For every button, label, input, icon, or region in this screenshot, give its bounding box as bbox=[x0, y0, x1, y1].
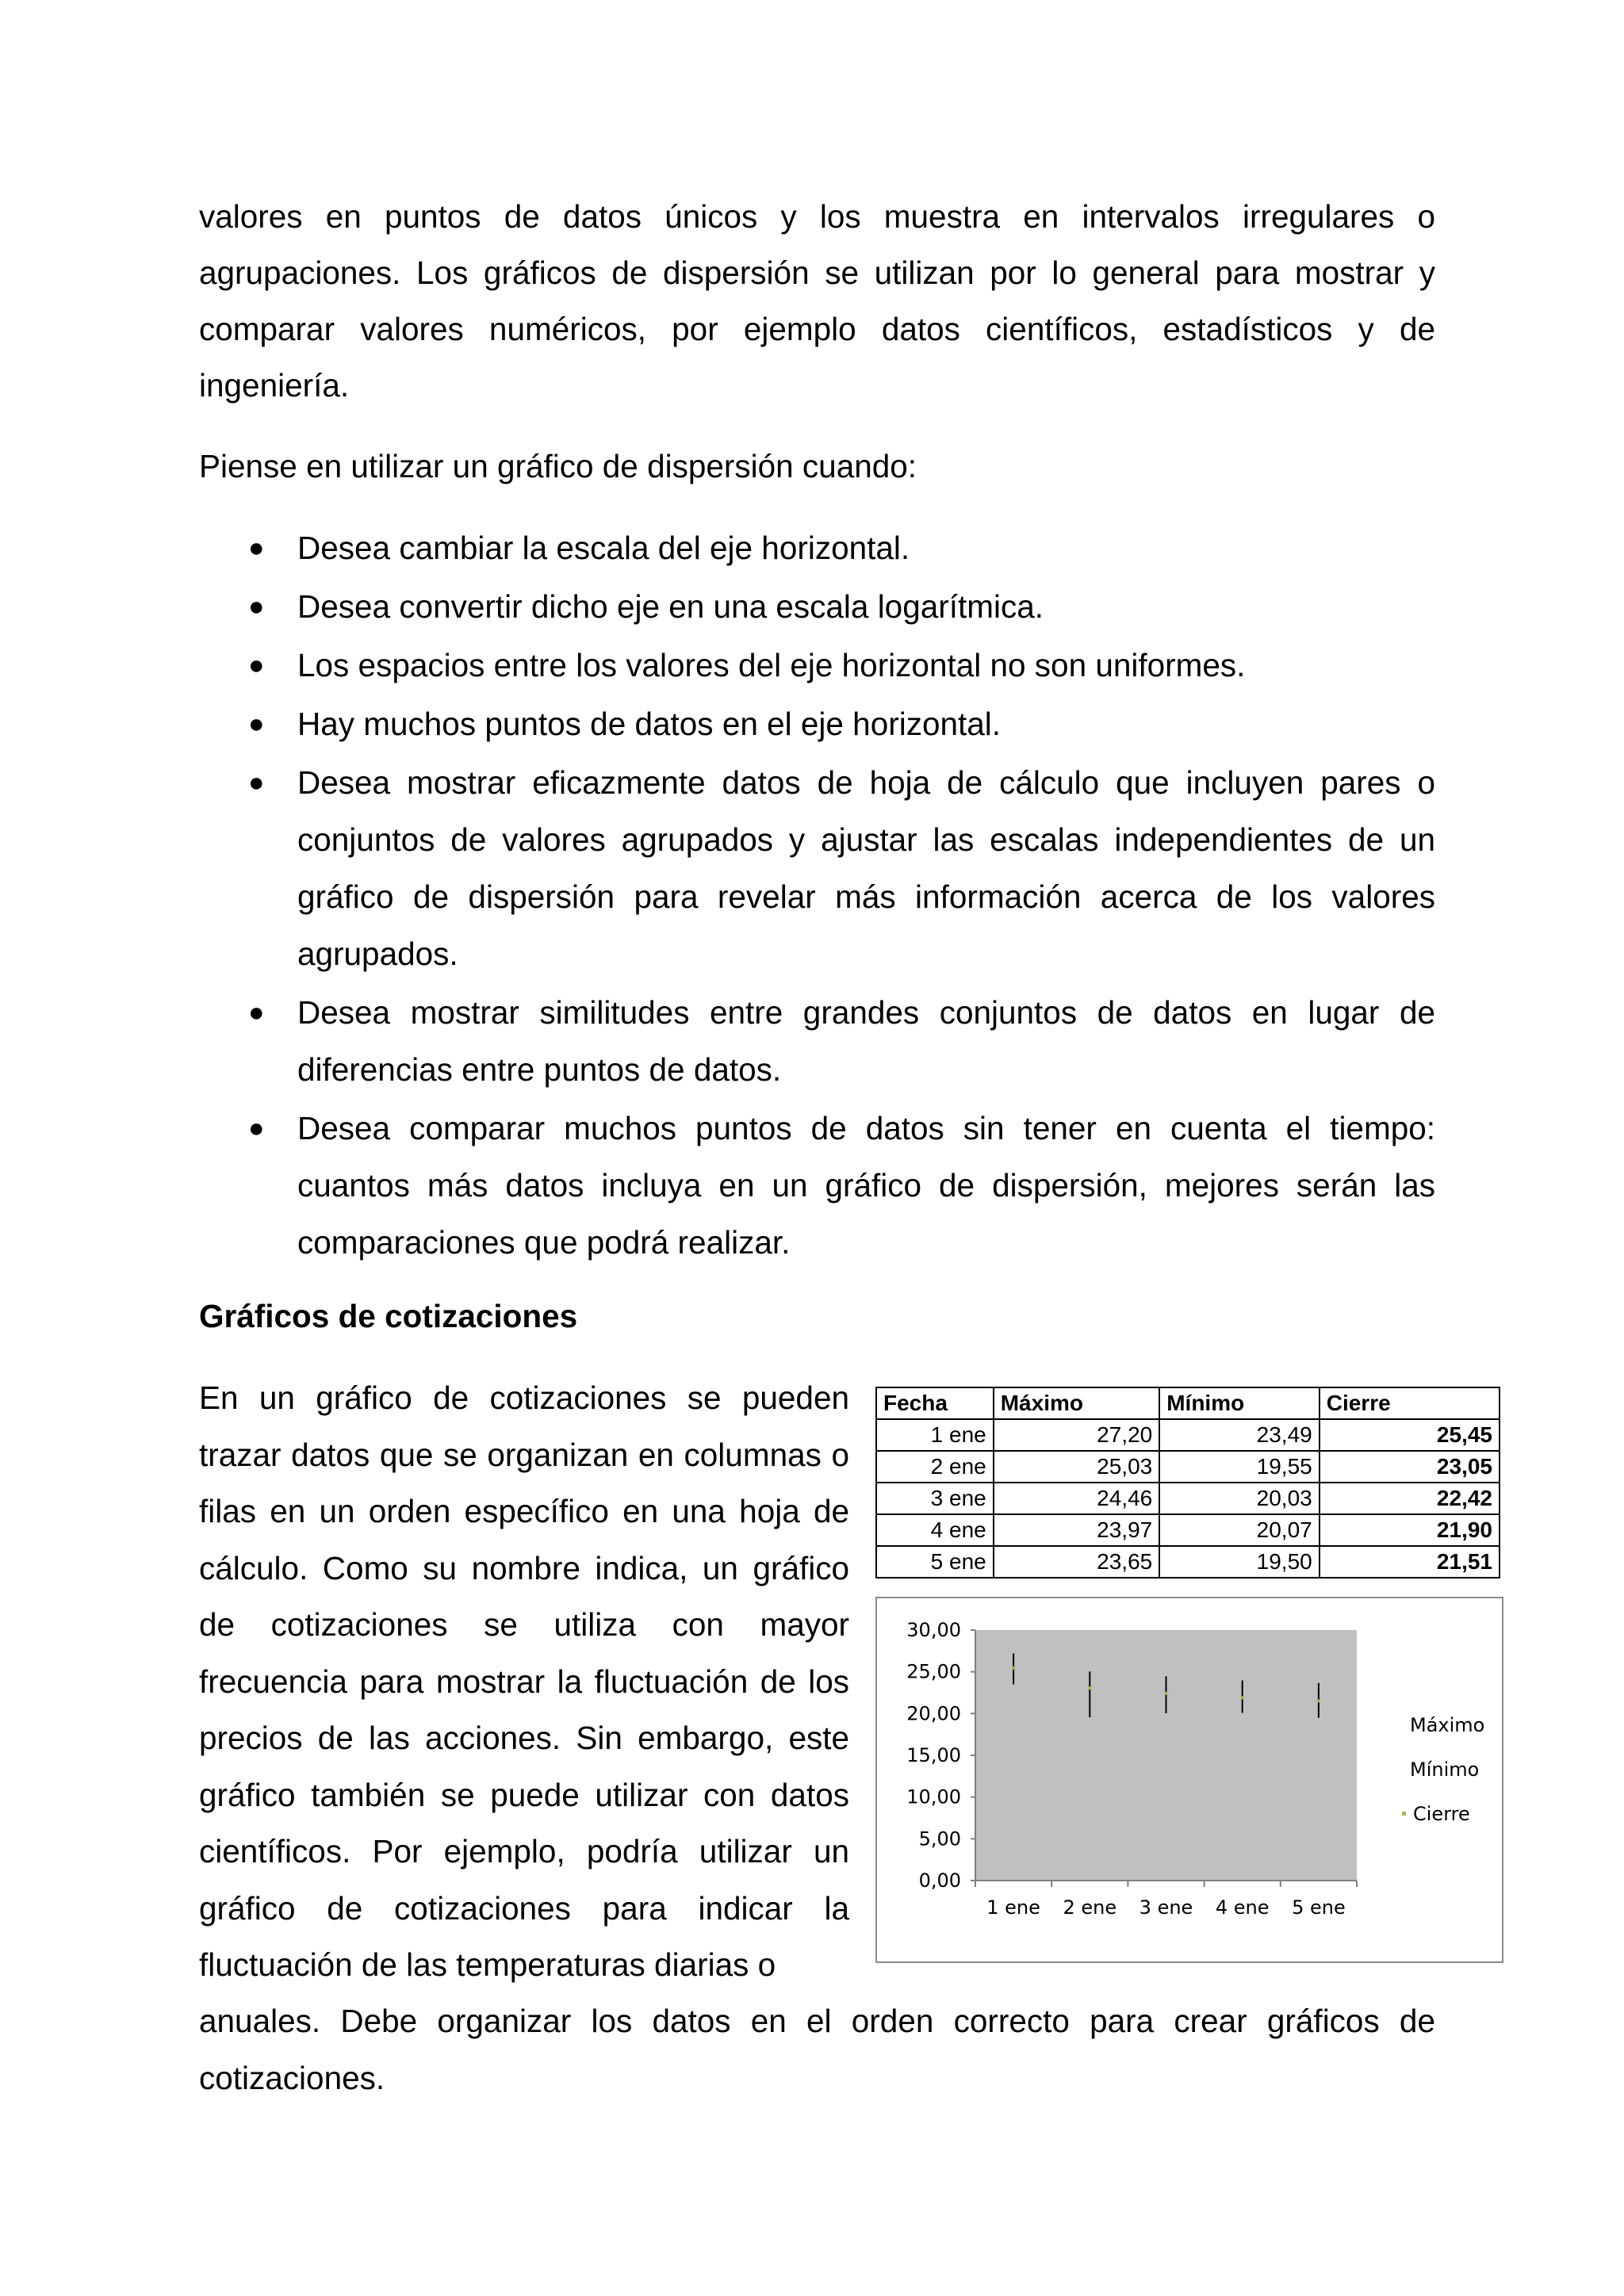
table-cell: 19,50 bbox=[1159, 1546, 1320, 1578]
y-tick-label: 15,00 bbox=[906, 1744, 961, 1766]
bullet-item: ● Hay muchos puntos de datos en el eje horizontal. bbox=[199, 695, 1435, 752]
quotes-table bbox=[875, 1387, 1500, 1578]
table-cell: 23,05 bbox=[1320, 1451, 1500, 1483]
section-paragraph-end: anuales. Debe organizar los datos en el orden correcto para crear gráficos de cotizaciones. bbox=[199, 2003, 1435, 2096]
stock-chart bbox=[875, 1597, 1503, 1963]
stock-chart-svg bbox=[877, 1598, 1502, 1961]
table-row bbox=[876, 1483, 1500, 1514]
x-tick-label: 5 ene bbox=[1292, 1896, 1346, 1919]
bullet-icon: ● bbox=[248, 650, 265, 680]
x-tick-label: 2 ene bbox=[1063, 1896, 1117, 1919]
table-header: Cierre bbox=[1320, 1387, 1500, 1419]
bullet-icon: ● bbox=[248, 591, 265, 622]
section-heading: Gráficos de cotizaciones bbox=[199, 1298, 578, 1334]
bullet-icon: ● bbox=[248, 533, 265, 563]
x-tick-label: 1 ene bbox=[986, 1896, 1040, 1919]
table-cell: 20,03 bbox=[1159, 1483, 1320, 1514]
section-paragraph: En un gráfico de cotizaciones se pueden trazar datos que se organizan en columnas o filas en un orden específico en una hoja de cálculo. Como su nombre indica, un gráfico de cotizaciones se utiliza con mayor frecuencia para mostrar la fluctuación de los precios de las acciones. Sin embargo, este gráfico también se puede utilizar con datos científicos. Por ejemplo, podría utilizar un gráfico de cotizaciones para indicar la fluctuación de las temperaturas diarias o bbox=[199, 1380, 849, 1983]
table-header-row bbox=[876, 1387, 1500, 1419]
bullet-item: ● Los espacios entre los valores del eje horizontal no son uniformes. bbox=[199, 637, 1435, 694]
table-header: Máximo bbox=[994, 1387, 1160, 1419]
table-cell: 21,51 bbox=[1320, 1546, 1500, 1578]
table-cell: 23,97 bbox=[994, 1514, 1160, 1546]
table-cell: 25,45 bbox=[1320, 1419, 1500, 1451]
table-row bbox=[876, 1546, 1500, 1578]
y-tick-label: 5,00 bbox=[918, 1827, 961, 1850]
legend-entry: Cierre bbox=[1413, 1803, 1470, 1825]
table-header: Mínimo bbox=[1159, 1387, 1320, 1419]
table-cell: 23,49 bbox=[1159, 1419, 1320, 1451]
table-cell: 5 ene bbox=[876, 1546, 994, 1578]
bullet-icon: ● bbox=[248, 767, 265, 798]
y-tick-label: 10,00 bbox=[906, 1785, 961, 1808]
legend-entry: Mínimo bbox=[1410, 1758, 1480, 1781]
x-tick-label: 4 ene bbox=[1215, 1896, 1270, 1919]
y-tick-label: 30,00 bbox=[906, 1619, 961, 1641]
bullet-item: ● Desea mostrar similitudes entre grandes conjuntos de datos en lugar de diferencias entre puntos de datos. bbox=[199, 984, 1435, 1098]
table-cell: 19,55 bbox=[1159, 1451, 1320, 1483]
close-marker bbox=[1241, 1696, 1244, 1699]
bullet-item: ● Desea comparar muchos puntos de datos sin tener en cuenta el tiempo: cuantos más datos incluya en un gráfico de dispersión, mejores serán las comparaciones que podrá realizar. bbox=[199, 1100, 1435, 1271]
close-marker bbox=[1317, 1699, 1320, 1702]
intro-lead: Piense en utilizar un gráfico de dispersión cuando: bbox=[199, 448, 917, 484]
table-cell: 20,07 bbox=[1159, 1514, 1320, 1546]
bullet-item: ● Desea cambiar la escala del eje horizontal. bbox=[199, 519, 1435, 576]
table-cell: 21,90 bbox=[1320, 1514, 1500, 1546]
table-row bbox=[876, 1451, 1500, 1483]
table-row bbox=[876, 1419, 1500, 1451]
bullet-item: ● Desea convertir dicho eje en una escala logarítmica. bbox=[199, 578, 1435, 635]
table-cell: 23,65 bbox=[994, 1546, 1160, 1578]
table-cell: 1 ene bbox=[876, 1419, 994, 1451]
table-cell: 27,20 bbox=[994, 1419, 1160, 1451]
y-tick-label: 0,00 bbox=[918, 1869, 961, 1892]
legend-close-marker bbox=[1402, 1812, 1406, 1816]
close-marker bbox=[1012, 1667, 1015, 1670]
bullet-icon: ● bbox=[248, 709, 265, 739]
bullet-icon: ● bbox=[248, 997, 265, 1027]
table-cell: 2 ene bbox=[876, 1451, 994, 1483]
table-header: Fecha bbox=[876, 1387, 994, 1419]
close-marker bbox=[1165, 1692, 1168, 1695]
bullet-icon: ● bbox=[248, 1113, 265, 1143]
table-cell: 4 ene bbox=[876, 1514, 994, 1546]
bullet-list bbox=[199, 519, 1435, 1272]
close-marker bbox=[1088, 1686, 1091, 1689]
table-cell: 22,42 bbox=[1320, 1483, 1500, 1514]
bullet-item: ● Desea mostrar eficazmente datos de hoja de cálculo que incluyen pares o conjuntos de valores agrupados y ajustar las escalas independientes de un gráfico de dispersión para revelar más información acerca de los valores agrupados. bbox=[199, 754, 1435, 982]
y-tick-label: 20,00 bbox=[906, 1702, 961, 1725]
legend-entry: Máximo bbox=[1410, 1714, 1485, 1736]
plot-area bbox=[975, 1630, 1357, 1881]
table-row bbox=[876, 1514, 1500, 1546]
table-cell: 24,46 bbox=[994, 1483, 1160, 1514]
intro-paragraph: valores en puntos de datos únicos y los muestra en intervalos irregulares o agrupaciones. Los gráficos de dispersión se utilizan por lo general para mostrar y comparar valores numéricos, por ejemplo datos científicos, estadísticos y de ingeniería. bbox=[199, 198, 1435, 404]
y-tick-label: 25,00 bbox=[906, 1660, 961, 1683]
table-cell: 25,03 bbox=[994, 1451, 1160, 1483]
x-tick-label: 3 ene bbox=[1139, 1896, 1193, 1919]
table-cell: 3 ene bbox=[876, 1483, 994, 1514]
